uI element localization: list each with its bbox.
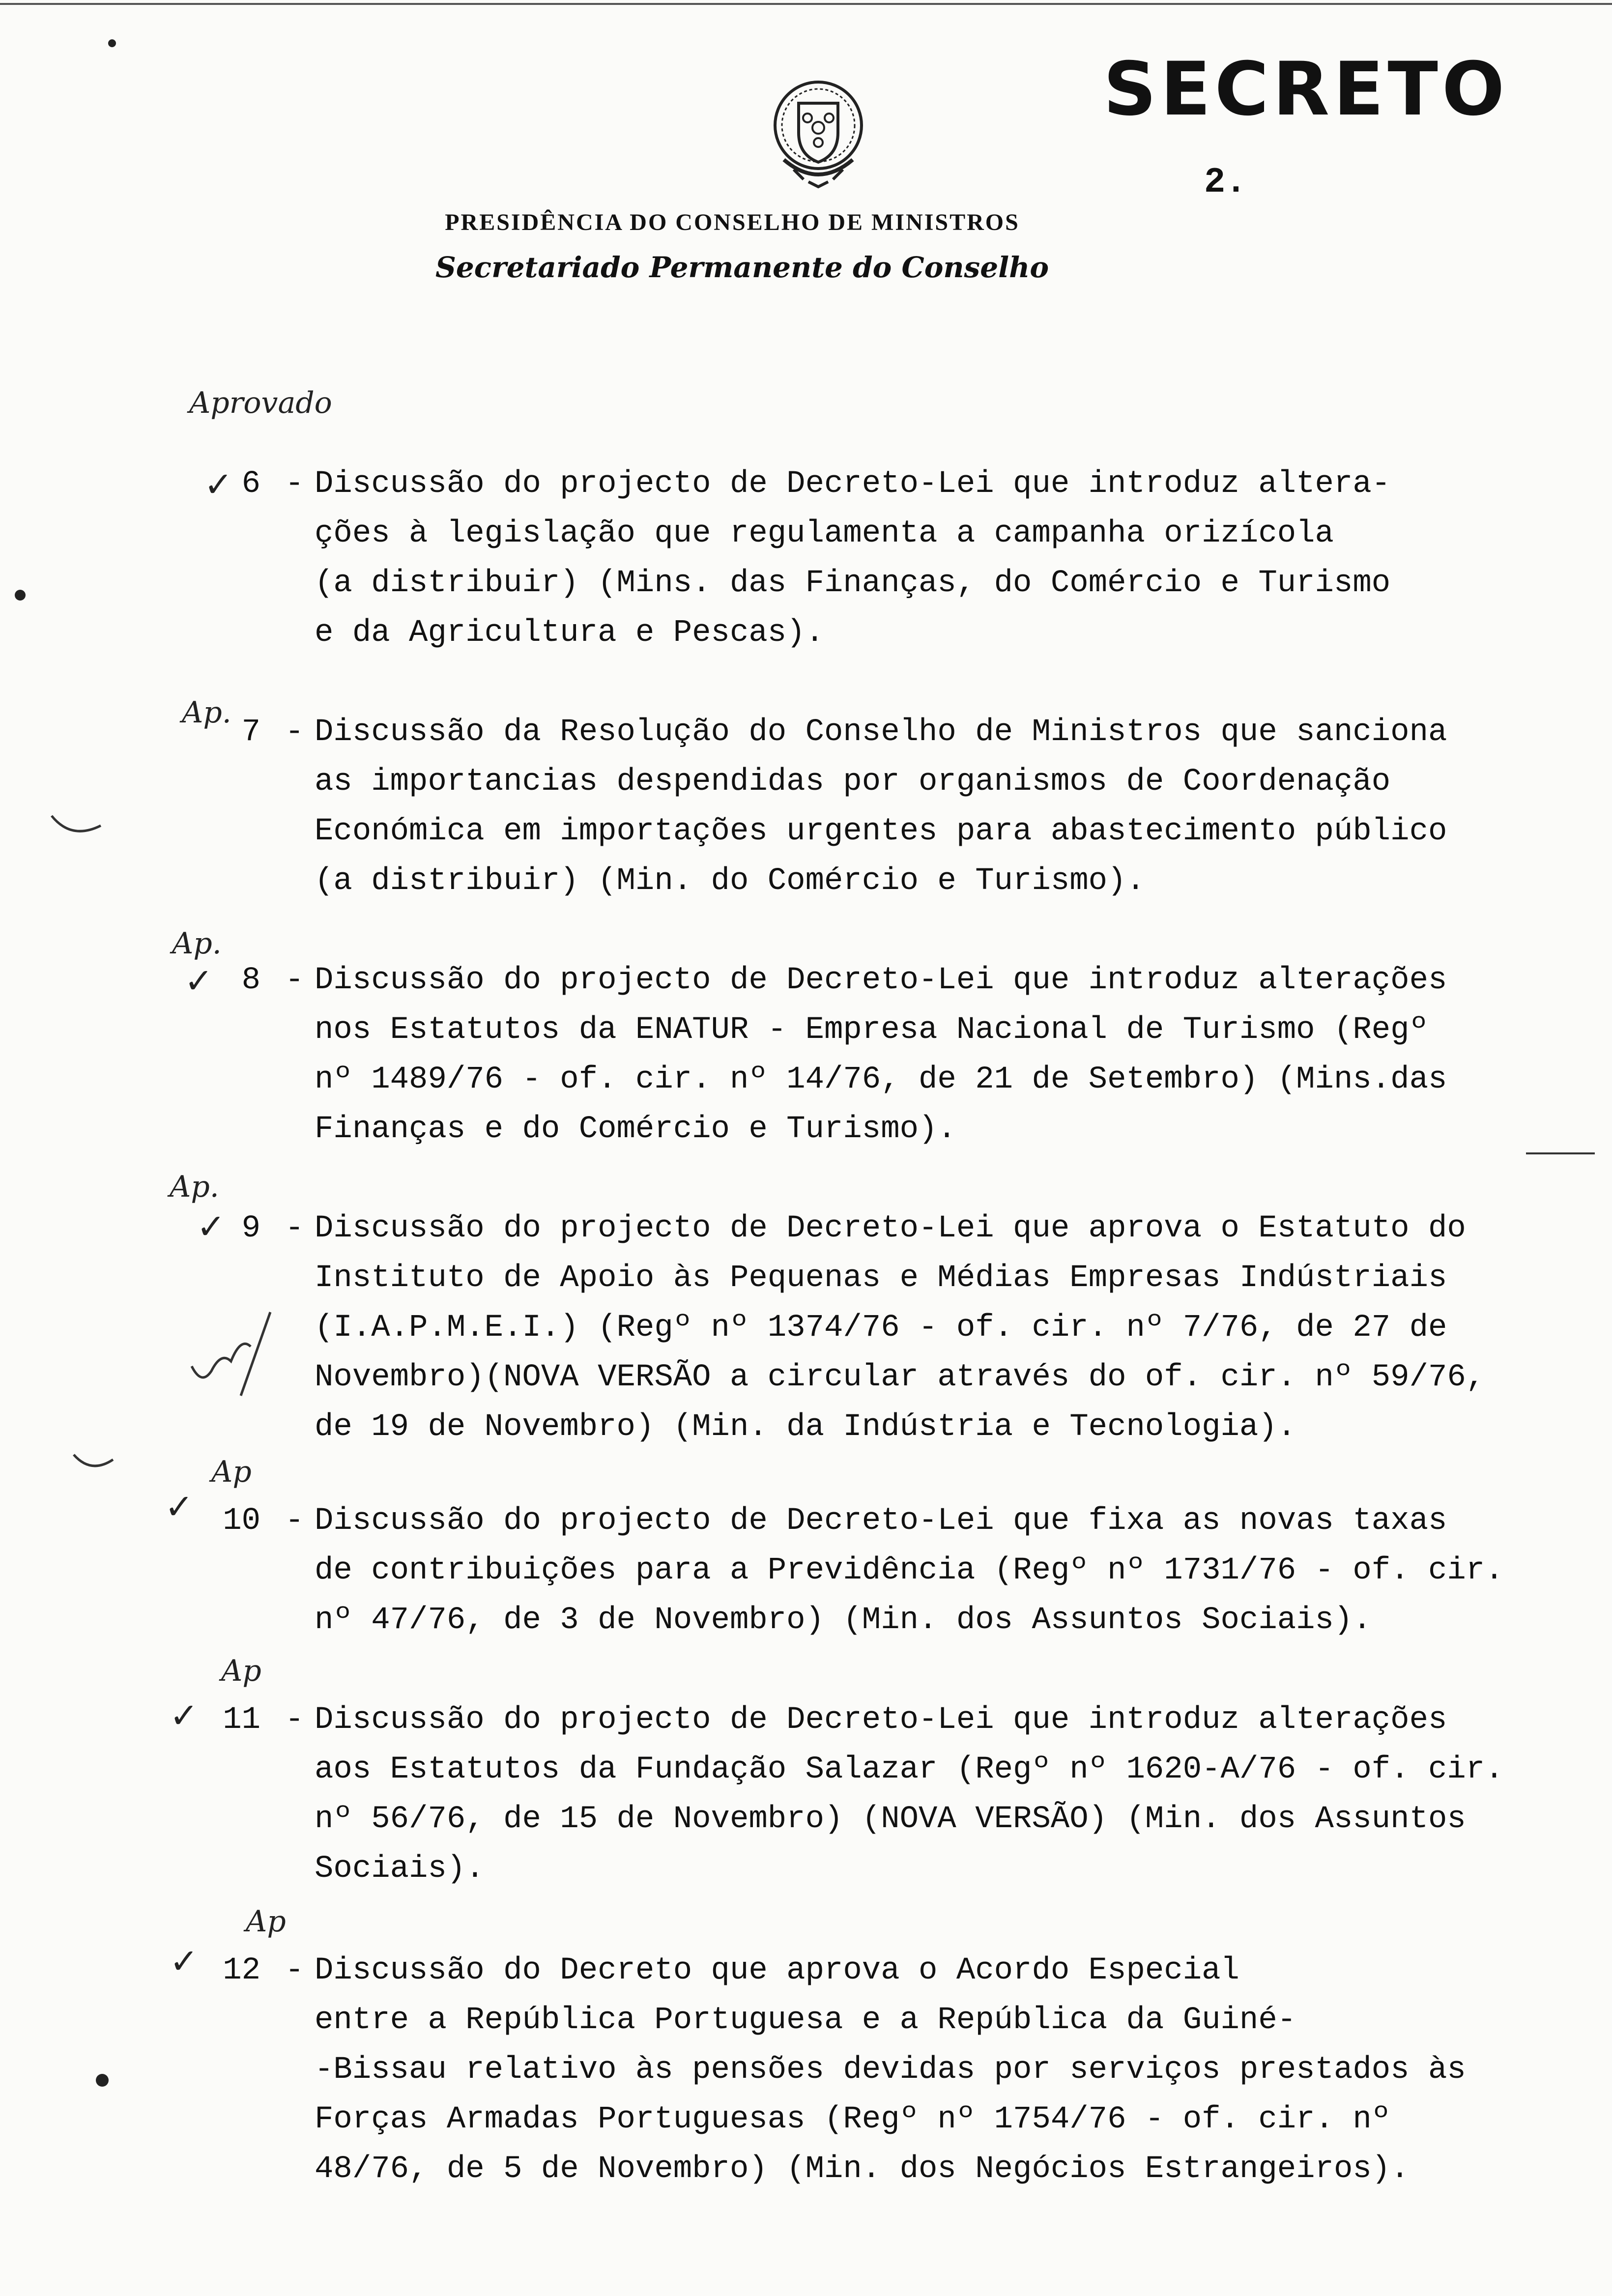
scan-dot [96, 2074, 109, 2087]
item-number: 7 [241, 715, 260, 750]
item-number: 8 [241, 963, 260, 998]
item-text: Discussão do projecto de Decreto-Lei que fixa as novas taxas de contribuições para a Previdência (Regº nº 1731/76 - of. cir. nº 47/76, de 3 de Novembro) (Min. dos Assuntos Sociais). [315, 1503, 1504, 1638]
item-separator: - [285, 1953, 304, 1988]
check-mark-icon: ✓ [165, 1487, 194, 1527]
item-number: 12 [223, 1953, 260, 1988]
handwritten-scribble [182, 1292, 280, 1406]
scan-dot [108, 39, 116, 47]
item-number: 10 [223, 1503, 260, 1539]
margin-mark [69, 1450, 118, 1479]
handwritten-annotation: Ap. [170, 1170, 219, 1204]
item-separator: - [285, 466, 304, 502]
item-text: Discussão do projecto de Decreto-Lei que introduz alterações nos Estatutos da ENATUR - Empresa Nacional de Turismo (Regº nº 1489/76 - of. cir. nº 14/76, de 21 de Setembro) (Mins.das Finanças e do Comércio e Turismo). [315, 963, 1447, 1147]
item-separator: - [285, 1503, 304, 1539]
handwritten-annotation: Ap. [182, 695, 231, 730]
item-separator: - [285, 1211, 304, 1246]
check-mark-icon: ✓ [170, 1695, 199, 1736]
item-text: Discussão do Decreto que aprova o Acordo Especial entre a República Portuguesa e a República da Guiné- -Bissau relativo às pensões devidas por serviços prestados às Forças Armadas Portuguesas (Regº nº 1754/76 - of. cir. nº 48/76, de 5 de Novembro) (Min. dos Negócios Estrangeiros). [315, 1953, 1466, 2187]
handwritten-annotation: Ap. [172, 926, 222, 961]
item-number: 6 [241, 466, 260, 502]
item-separator: - [285, 715, 304, 750]
handwritten-annotation: Ap [221, 1654, 261, 1688]
handwritten-annotation: Ap [246, 1904, 286, 1939]
margin-mark [47, 806, 106, 845]
item-number: 9 [241, 1211, 260, 1246]
item-separator: - [285, 1702, 304, 1738]
check-mark-icon: ✓ [197, 1206, 226, 1247]
check-mark-icon: ✓ [170, 1941, 199, 1981]
item-text: Discussão do projecto de Decreto-Lei que introduz alterações aos Estatutos da Fundação Salazar (Regº nº 1620-A/76 - of. cir. nº 56/76, de 15 de Novembro) (NOVA VERSÃO) (Min. dos Assuntos Sociais). [315, 1702, 1504, 1887]
item-number: 11 [223, 1702, 260, 1738]
handwritten-annotation: Aprovado [189, 386, 332, 420]
item-text: Discussão do projecto de Decreto-Lei que introduz altera- ções à legislação que regulamenta a campanha orizícola (a distribuir) (Mins. das Finanças, do Comércio e Turismo e da Agricultura e Pescas). [315, 466, 1391, 651]
item-text: Discussão da Resolução do Conselho de Ministros que sanciona as importancias despendidas por organismos de Coordenação Económica em importações urgentes para abastecimento público (a distribuir) (Min. do Comércio e Turismo). [315, 715, 1447, 899]
item-text: Discussão do projecto de Decreto-Lei que aprova o Estatuto do Instituto de Apoio às Pequenas e Médias Empresas Indústriais (I.A.P.M.E.I.) (Regº nº 1374/76 - of. cir. nº 7/76, de 27 de Novembro)(NOVA VERSÃO a circular através do of. cir. nº 59/76, de 19 de Novembro) (Min. da Indústria e Tecnologia). [315, 1211, 1485, 1445]
page-number: 2. [1204, 162, 1247, 202]
check-mark-icon: ✓ [204, 464, 233, 505]
scan-dot [15, 590, 26, 601]
check-mark-icon: ✓ [184, 961, 213, 1001]
item-separator: - [285, 963, 304, 998]
classification-stamp: SECRETO [1103, 47, 1509, 132]
margin-rule [1526, 1152, 1595, 1154]
handwritten-annotation: Ap [211, 1455, 252, 1489]
organization-heading: PRESIDÊNCIA DO CONSELHO DE MINISTROS [445, 209, 1020, 235]
department-heading: Secretariado Permanente do Conselho [435, 251, 1049, 284]
